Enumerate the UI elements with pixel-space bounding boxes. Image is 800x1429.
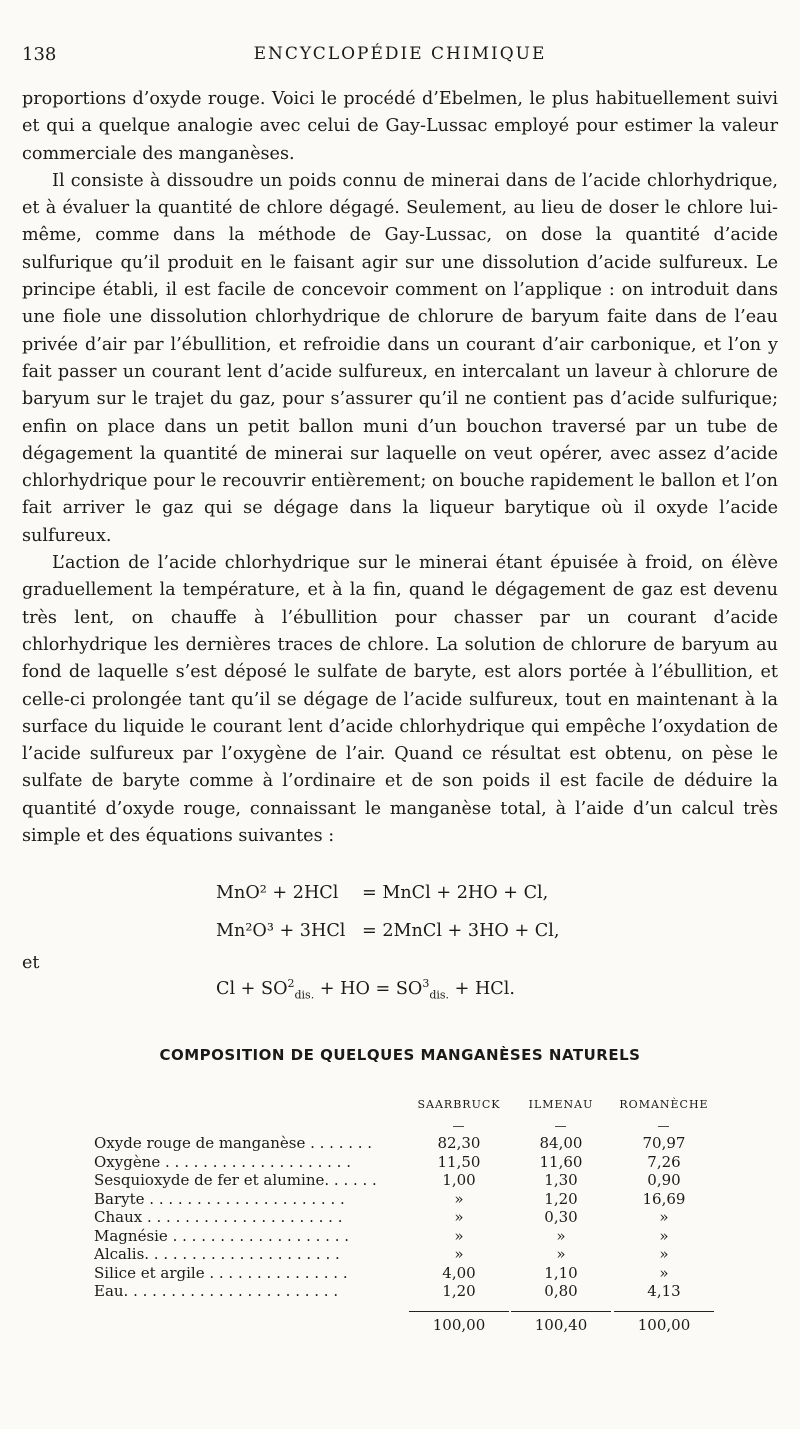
eq3-part-a: Cl + SO [216, 978, 288, 999]
page-number: 138 [22, 44, 57, 65]
eq3-sup-2: 3 [422, 977, 430, 990]
row-value: » [659, 1226, 669, 1245]
table-totals [94, 1305, 724, 1335]
row-value: » [659, 1245, 669, 1263]
equation-2-left: Mn²O³ + 3HCl [216, 921, 346, 941]
row-label: Oxygène . . . . . . . . . . . . . . . . . . . . [94, 1152, 351, 1171]
dash-divider: — [452, 1119, 466, 1133]
table-title: COMPOSITION DE QUELQUES MANGANÈSES NATURELS [159, 1046, 641, 1064]
row-value: 4,13 [647, 1282, 681, 1300]
row-value: » [454, 1189, 464, 1208]
equation-2-right: = 2MnCl + 3HO + Cl, [362, 921, 560, 941]
row-value: » [556, 1245, 566, 1263]
table-row [94, 1153, 724, 1172]
dash-divider: — [554, 1119, 568, 1133]
table-row [94, 1190, 724, 1209]
paragraph: Il consiste à dissoudre un poids connu de minerai dans de l’acide chlorhydrique, et à évaluer la quantité de chlore dégagé. Seulement, au lieu de doser le chlore lui-même, comme dans la méthode de Gay-Lussac, on dose la quantité d’acide sulfurique qu’il produit en le faisant agir sur une dissolution d’acide sulfureux. Le principe établi, il est facile de concevoir comment on l’applique : on introduit dans une fiole une dissolution chlorhydrique de chlorure de baryum faite dans de l’eau privée d’air par l’ébullition, et refroidie dans un courant d’air carbonique, et l’on y fait passer un courant lent d’acide sulfureux, en intercalant un laveur à chlorure de baryum sur le trajet du gaz, pour s’assurer qu’il ne contient pas d’acide sulfurique; enfin on place dans un petit ballon muni d’un bouchon traversé par un tube de dégagement la quantité de minerai sur laquelle on veut opérer, avec assez d’acide chlorhydrique pour le recouvrir entièrement; on bouche rapidement le ballon et l’on fait arriver le gaz qui se dégage dans la liqueur barytique où il oxyde l’acide sulfureux. [22, 170, 778, 546]
table-row [94, 1245, 724, 1264]
row-value: 4,00 [442, 1263, 476, 1282]
total-ilmenau: 100,40 [511, 1311, 611, 1334]
paragraph: proportions d’oxyde rouge. Voici le procédé d’Ebelmen, le plus habituellement suivi et qui a quelque analogie avec celui de Gay-Lussac employé pour estimer la valeur commerciale des manganèses. [22, 89, 778, 164]
equation-1-left: MnO² + 2HCl [216, 883, 339, 903]
row-value: 0,30 [544, 1208, 578, 1226]
row-value: » [454, 1245, 464, 1263]
row-label: Silice et argile . . . . . . . . . . . . . . . [94, 1263, 348, 1282]
row-value: » [659, 1208, 669, 1226]
row-value: 70,97 [642, 1134, 686, 1152]
composition-table [94, 1098, 724, 1335]
row-value: 11,60 [539, 1152, 583, 1171]
row-value: 1,10 [544, 1263, 578, 1282]
row-value: » [659, 1263, 669, 1282]
column-header-romaneche [614, 1098, 714, 1133]
dash-divider: — [657, 1119, 671, 1133]
row-value: » [556, 1226, 566, 1245]
table-row [94, 1134, 724, 1153]
paragraph: L’action de l’acide chlorhydrique sur le minerai étant épuisée à froid, on élève graduellement la température, et à la fin, quand le dégagement de gaz est devenu très lent, on chauffe à l’ébullition pour chasser par un courant d’acide chlorhydrique les dernières traces de chlore. La solution de chlorure de baryum au fond de laquelle s’est déposé le sulfate de baryte, est alors portée à l’ébullition, et celle-ci prolongée tant qu’il se dégage de l’acide sulfureux, tout en maintenant à la surface du liquide le courant lent d’acide chlorhydrique qui empêche l’oxydation de l’acide sulfureux par l’oxygène de l’air. Quand ce résultat est obtenu, on pèse le sulfate de baryte comme à l’ordinaire et de son poids il est facile de déduire la quantité d’oxyde rouge, connaissant le manganèse total, à l’aide d’un calcul très simple et des équations suivantes : [22, 553, 778, 847]
row-value: 84,00 [539, 1134, 583, 1152]
eq3-sub-1: dis. [294, 988, 315, 1002]
row-value: 11,50 [437, 1152, 481, 1171]
body-text [22, 86, 778, 850]
column-header-label: SAARBRUCK [417, 1098, 501, 1111]
equations [22, 883, 782, 1023]
equation-et: et [22, 953, 40, 973]
row-label: Chaux . . . . . . . . . . . . . . . . . . . . . [94, 1208, 343, 1226]
row-label: Alcalis. . . . . . . . . . . . . . . . . . . . . [94, 1245, 340, 1263]
row-value: » [454, 1226, 464, 1245]
row-value: 0,80 [544, 1282, 578, 1300]
row-value: 1,30 [544, 1171, 578, 1189]
column-header-ilmenau [511, 1098, 611, 1133]
row-value: 82,30 [437, 1134, 481, 1152]
table-row [94, 1282, 724, 1301]
table-row [94, 1227, 724, 1246]
eq3-sup-1: 2 [287, 977, 295, 990]
row-value: 0,90 [647, 1171, 681, 1189]
row-label: Eau. . . . . . . . . . . . . . . . . . . . . . . [94, 1282, 339, 1300]
page-header [22, 44, 778, 68]
total-romaneche: 100,00 [614, 1311, 714, 1334]
row-label: Sesquioxyde de fer et alumine. . . . . . [94, 1171, 377, 1189]
row-label: Oxyde rouge de manganèse . . . . . . . [94, 1134, 373, 1152]
table-row [94, 1208, 724, 1227]
equation-3 [216, 977, 515, 1001]
row-value: 7,26 [647, 1152, 681, 1171]
eq3-sub-2: dis. [429, 988, 450, 1002]
row-value: 16,69 [642, 1189, 686, 1208]
column-header-saarbruck [409, 1098, 509, 1133]
column-header-label: ROMANÈCHE [619, 1098, 709, 1111]
table-row [94, 1171, 724, 1190]
row-value: 1,00 [442, 1171, 476, 1189]
table-header [94, 1098, 724, 1134]
eq3-part-b: + HO = SO [314, 978, 423, 999]
row-label: Baryte . . . . . . . . . . . . . . . . . . . . . [94, 1189, 345, 1208]
row-value: 1,20 [544, 1189, 578, 1208]
equation-1-right: = MnCl + 2HO + Cl, [362, 883, 549, 903]
row-label: Magnésie . . . . . . . . . . . . . . . . . . . [94, 1226, 349, 1245]
row-value: » [454, 1208, 464, 1226]
row-value: 1,20 [442, 1282, 476, 1300]
table-row [94, 1264, 724, 1283]
eq3-part-c: + HCl. [449, 978, 515, 999]
total-saarbruck: 100,00 [409, 1311, 509, 1334]
running-title: ENCYCLOPÉDIE CHIMIQUE [253, 44, 547, 64]
column-header-label: ILMENAU [528, 1098, 594, 1111]
